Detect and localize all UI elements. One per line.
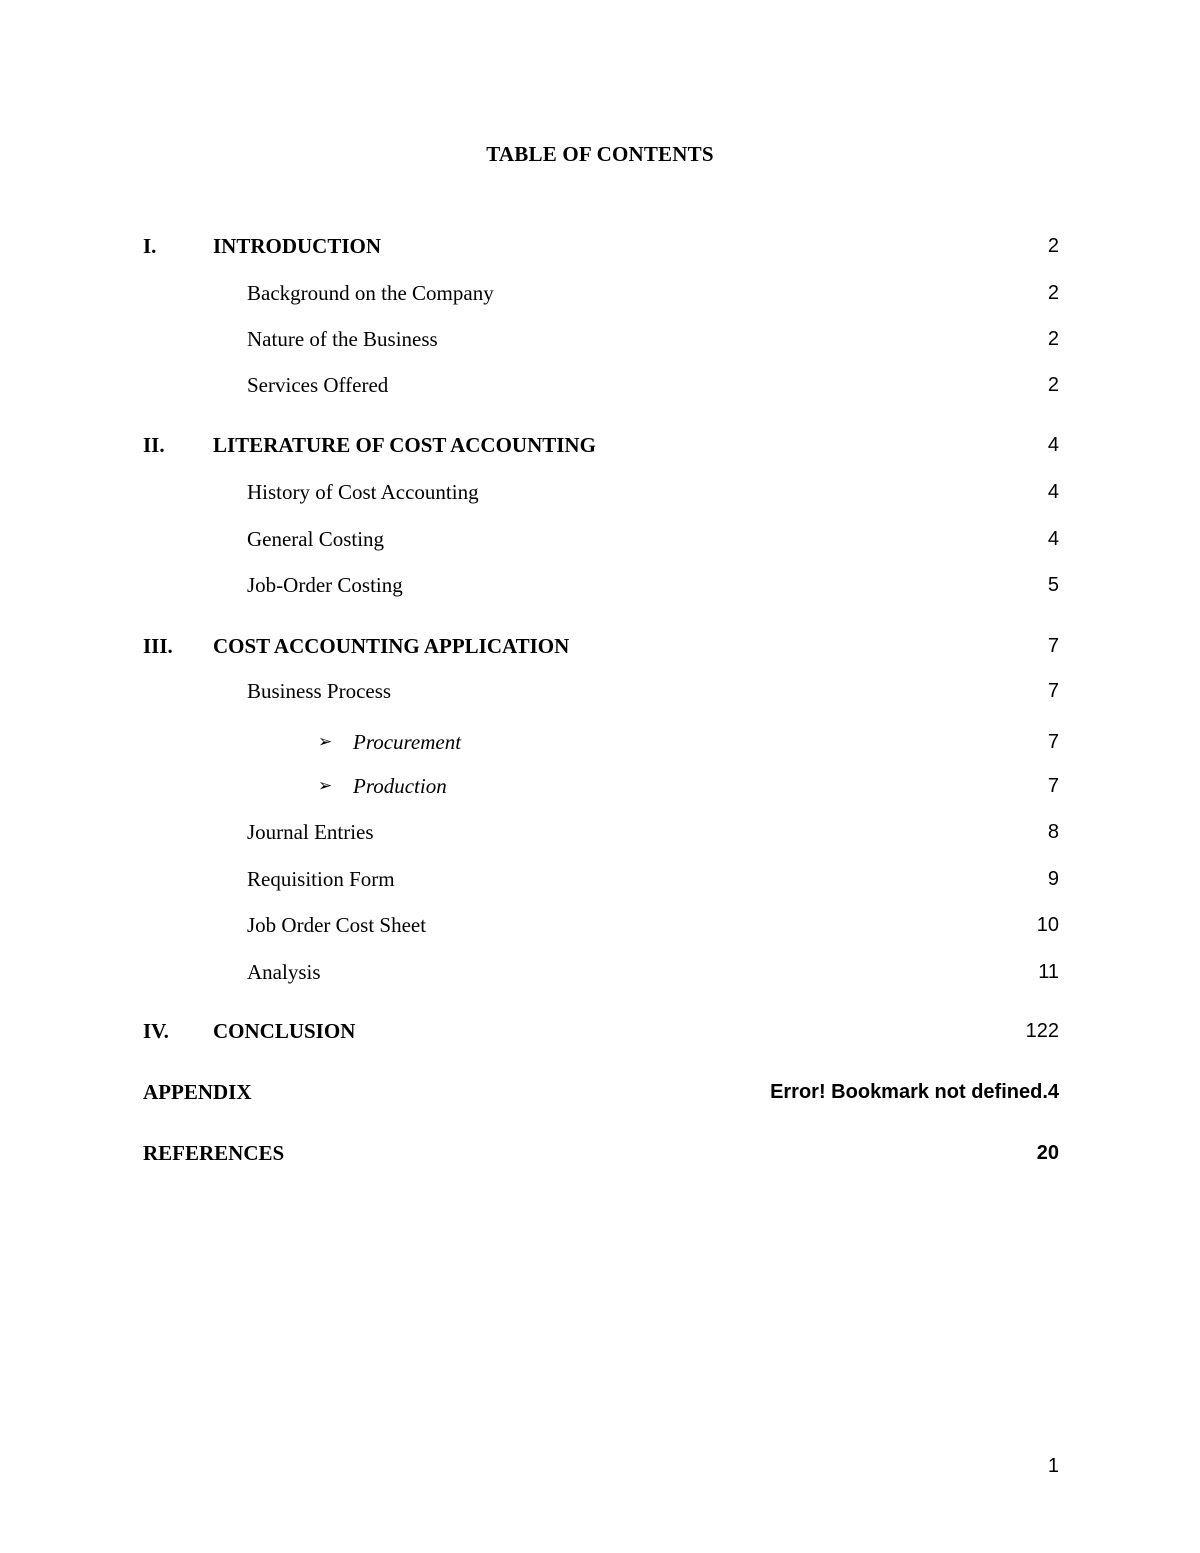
entry-page-number: 5 [1047, 574, 1059, 596]
entry-page-number: 2 [1047, 328, 1059, 350]
toc-entry-requisition-form[interactable] [0, 864, 1200, 894]
section-number: I. [143, 234, 157, 258]
toc-entry-history[interactable] [0, 477, 1200, 507]
entry-label: Job Order Cost Sheet [247, 913, 427, 937]
subentry-page-number: 7 [1047, 731, 1059, 753]
section-number: II. [143, 433, 165, 457]
toc-references[interactable] [0, 1138, 1200, 1168]
toc-entry-background[interactable] [0, 278, 1200, 308]
section-label: LITERATURE OF COST ACCOUNTING [213, 433, 596, 457]
toc-entry-job-order-cost-sheet[interactable] [0, 910, 1200, 940]
page-title: TABLE OF CONTENTS [486, 142, 714, 166]
section-number: III. [143, 634, 173, 658]
toc-entry-business-process[interactable] [0, 676, 1200, 706]
toc-section-conclusion[interactable] [0, 1016, 1200, 1046]
entry-label: Nature of the Business [247, 327, 438, 351]
section-label: COST ACCOUNTING APPLICATION [213, 634, 570, 658]
entry-label: Business Process [247, 679, 392, 703]
section-label: CONCLUSION [213, 1019, 356, 1043]
toc-section-application[interactable] [0, 631, 1200, 661]
entry-label: Journal Entries [247, 820, 374, 844]
section-page-number: 2 [1047, 235, 1059, 257]
toc-entry-analysis[interactable] [0, 957, 1200, 987]
toc-entry-general-costing[interactable] [0, 524, 1200, 554]
toc-entry-job-order-costing[interactable] [0, 570, 1200, 600]
toc-appendix[interactable] [0, 1077, 1200, 1107]
arrow-bullet-icon: ➢ [318, 732, 333, 752]
entry-page-number: 9 [1047, 868, 1059, 890]
toc-section-literature[interactable] [0, 430, 1200, 460]
entry-label: Job-Order Costing [247, 573, 403, 597]
entry-label: Services Offered [247, 373, 389, 397]
appendix-label: APPENDIX [143, 1080, 252, 1104]
section-page-number: 122 [1025, 1020, 1059, 1042]
entry-label: Requisition Form [247, 867, 395, 891]
entry-label: General Costing [247, 527, 385, 551]
section-page-number: 7 [1047, 635, 1059, 657]
toc-entry-services[interactable] [0, 370, 1200, 400]
entry-page-number: 7 [1047, 680, 1059, 702]
toc-section-introduction[interactable] [0, 231, 1200, 261]
entry-page-number: 8 [1047, 821, 1059, 843]
entry-page-number: 2 [1047, 374, 1059, 396]
toc-subentry-production[interactable] [0, 771, 1200, 801]
section-label: INTRODUCTION [213, 234, 382, 258]
subentry-page-number: 7 [1047, 775, 1059, 797]
toc-entry-nature[interactable] [0, 324, 1200, 354]
section-page-number: 4 [1047, 434, 1059, 456]
subentry-label: Production [353, 774, 447, 798]
footer-page-number: 1 [1047, 1455, 1059, 1477]
references-page-number: 20 [1036, 1142, 1059, 1164]
entry-label: Background on the Company [247, 281, 494, 305]
entry-label: History of Cost Accounting [247, 480, 479, 504]
arrow-bullet-icon: ➢ [318, 776, 333, 796]
references-label: REFERENCES [143, 1141, 285, 1165]
section-number: IV. [143, 1019, 169, 1043]
subentry-label: Procurement [353, 730, 462, 754]
entry-page-number: 4 [1047, 481, 1059, 503]
entry-page-number: 11 [1038, 961, 1059, 983]
toc-subentry-procurement[interactable] [0, 727, 1200, 757]
entry-page-number: 4 [1047, 528, 1059, 550]
appendix-page-number: Error! Bookmark not defined.4 [770, 1081, 1059, 1103]
entry-label: Analysis [247, 960, 321, 984]
entry-page-number: 10 [1036, 914, 1059, 936]
entry-page-number: 2 [1047, 282, 1059, 304]
toc-entry-journal-entries[interactable] [0, 817, 1200, 847]
